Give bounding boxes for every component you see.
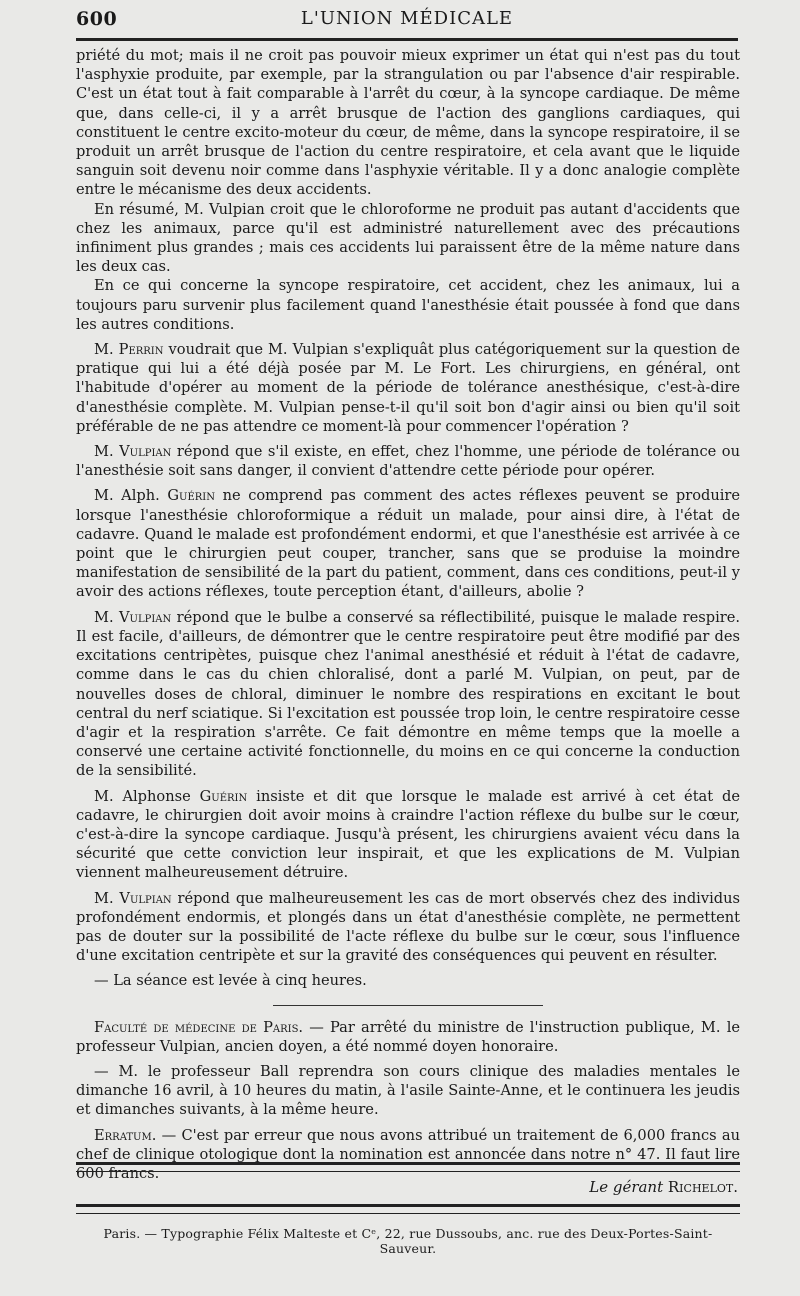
speaker-text: répond que s'il existe, en effet, chez l'homme, une période de tolérance ou l'anesthésie soit sans danger, il convient d'attendre cette période pour opérer. [76, 443, 740, 480]
gerant-label: Le gérant [589, 1178, 668, 1196]
speaker-prefix: M. [94, 889, 120, 907]
speaker-paragraph [76, 486, 740, 601]
page-number: 600 [76, 8, 118, 30]
news-item [76, 1018, 740, 1056]
news-text: — M. le professeur Ball reprendra son cours clinique des maladies mentales le dimanche 16 avril, à 10 heures du matin, à l'asile Sainte-Anne, et le continuera les jeudis et dimanches suivants, à la même heure. [76, 1062, 740, 1119]
footer-rule [76, 1162, 740, 1172]
speaker-paragraph [76, 889, 740, 966]
gerant-name: Richelot. [667, 1178, 738, 1196]
speaker-text: répond que malheureusement les cas de mort observés chez des individus profondément endormis, et plongés dans un état d'anesthésie complète, ne permettent pas de douter sur la possibilité de l'acte réflexe du bulbe sur le cœur, sous l'influence d'une excitation centripète et sur la gravité des conséquences qui peuvent en résulter. [76, 889, 740, 965]
speaker-prefix: M. [94, 608, 119, 626]
news-item [76, 1126, 740, 1184]
speaker-paragraph [76, 442, 740, 480]
paragraph: En résumé, M. Vulpian croit que le chloroforme ne produit pas autant d'accidents que chez les animaux, parce qu'il est administré naturellement avec des précautions infiniment plus grandes ; mais ces accidents lui paraissent être de la même nature dans les deux cas. [76, 200, 740, 276]
news-items [76, 1018, 740, 1184]
paragraph: — La séance est levée à cinq heures. [94, 972, 367, 990]
speaker-text: insiste et dit que lorsque le malade est arrivé à cet état de cadavre, le chirurgien doit avoir moins à craindre l'action réflexe du bulbe sur le cœur, c'est-à-dire la syncope cardiaque. Jusqu'à présent, les chirurgiens avaient vécu dans la sécurité que cette conviction leur inspirait, et que les explications de M. Vulpian viennent malheureusement détruire. [76, 787, 740, 882]
news-text: — C'est par erreur que nous avons attribué un traitement de 6,000 francs au chef de clinique otologique dont la nomination est annoncée dans notre n° 47. Il faut lire 600 francs. [76, 1126, 740, 1182]
speaker-name: Vulpian [119, 608, 172, 626]
header-rule [76, 38, 738, 41]
news-lead: Erratum. [94, 1126, 157, 1144]
section-separator [273, 1005, 543, 1006]
speaker-name: Guérin [199, 787, 248, 805]
speaker-name: Guérin [167, 487, 215, 505]
speaker-prefix: M. [94, 341, 119, 359]
printer-imprint: Paris. — Typographie Félix Malteste et Cᵉ, 22, rue Dussoubs, anc. rue des Deux-Portes-Saint-Sauveur. [103, 1226, 713, 1256]
speaker-text: voudrait que M. Vulpian s'expliquât plus catégoriquement sur la question de pratique qui lui a été déjà posée par M. Le Fort. Les chirurgiens, en général, ont l'habitude d'opérer au moment de la période de tolérance anesthésique, c'est-à-dire d'anesthésie complète. M. Vulpian pense-t-il qu'il soit bon d'agir ainsi ou bien qu'il soit préférable de ne pas attendre ce moment-là pour commencer l'opération ? [76, 341, 740, 435]
minutes-paragraphs [76, 46, 740, 991]
speaker-paragraph [76, 340, 740, 436]
news-item [76, 1062, 740, 1120]
speaker-text: répond que le bulbe a conservé sa réflectibilité, puisque le malade respire. Il est facile, d'ailleurs, de démontrer que le centre respiratoire peut être modifié par des excitations centripètes, puisque chez l'animal anesthésié et réduit à l'état de cadavre, comme dans le cas du chien chloralisé, dont a parlé M. Vulpian, on peut, par de nouvelles doses de chloral, diminuer le nombre des respirations en excitant le bout central du nerf sciatique. Si l'excitation est poussée trop loin, le centre respiratoire cesse d'agir et la respiration s'arrête. Ce fait démontre en même temps que la moelle a conservé une certaine activité fonctionnelle, du moins en ce qui concerne la conduction de la sensibilité. [76, 608, 740, 780]
speaker-prefix: M. Alph. [94, 487, 168, 505]
news-text: — Par arrêté du ministre de l'instruction publique, M. le professeur Vulpian, ancien doyen, a été nommé doyen honoraire. [76, 1018, 740, 1055]
speaker-prefix: M. [94, 443, 120, 461]
speaker-name: Vulpian [119, 889, 172, 907]
journal-title: L'UNION MÉDICALE [300, 8, 514, 29]
imprint-rule [76, 1204, 740, 1214]
speaker-paragraph [76, 608, 740, 781]
page-header [76, 8, 738, 34]
speaker-prefix: M. Alphonse [94, 787, 200, 805]
paragraph: En ce qui concerne la syncope respiratoire, cet accident, chez les animaux, lui a toujours paru survenir plus facilement quand l'anesthésie était poussée à fond que dans les autres conditions. [76, 277, 740, 333]
news-lead: Faculté de médecine de Paris. [94, 1018, 304, 1036]
gerant-signature [589, 1178, 738, 1196]
speaker-paragraph [76, 787, 740, 883]
paragraph: priété du mot; mais il ne croit pas pouvoir mieux exprimer un état qui n'est pas du tout l'asphyxie produite, par exemple, par la strangulation ou par l'absence d'air respirable. C'est un état tout à fait comparable à l'arrêt du cœur, à la syncope cardiaque. De même que, dans celle-ci, il y a arrêt brusque de l'action des ganglions cardiaques, qui constituent le centre excito-moteur du cœur, de même, dans la syncope respiratoire, il se produit un arrêt brusque de l'action du centre respiratoire, et cela avant que le liquide sanguin soit devenu noir comme dans l'asphyxie véritable. Il y a donc analogie complète entre le mécanisme des deux accidents. [76, 47, 740, 199]
article-body [76, 46, 740, 1183]
speaker-name: Vulpian [119, 443, 172, 461]
speaker-name: Perrin [118, 341, 164, 359]
speaker-text: ne comprend pas comment des actes réflexes peuvent se produire lorsque l'anesthésie chloroformique a réduit un malade, pour ainsi dire, à l'état de cadavre. Quand le malade est profondément endormi, et que l'anesthésie est arrivée à ce point que le chirurgien peut couper, trancher, sans que se produise la moindre manifestation de sensibilité de la part du patient, comment, dans ces conditions, peut-il y avoir des actions réflexes, toute perception étant, d'ailleurs, abolie ? [76, 487, 741, 601]
